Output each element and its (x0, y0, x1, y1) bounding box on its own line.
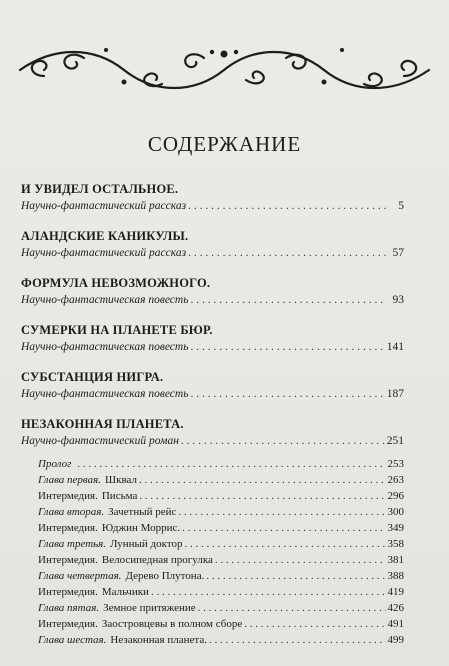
chapter-name: Заостровцевы в полном сборе (101, 618, 243, 630)
leader-dots (190, 339, 384, 356)
chapter-list (38, 456, 404, 648)
entry-page-number: 141 (386, 341, 404, 353)
chapter-row (38, 456, 404, 472)
entry-title: НЕЗАКОННАЯ ПЛАНЕТА. (21, 417, 184, 431)
leader-dots (215, 552, 386, 568)
leader-dots (185, 536, 386, 552)
chapter-name: Дерево Плутона. (125, 570, 205, 582)
leader-dots (181, 433, 385, 450)
entry-page-number: 57 (392, 247, 404, 259)
entry-title: И УВИДЕЛ ОСТАЛЬНОЕ. (21, 182, 179, 196)
chapter-name: Письма (101, 490, 138, 502)
chapter-kind: Глава четвертая. (38, 570, 122, 582)
entry-genre: Научно-фантастическая повесть (21, 341, 189, 353)
leader-dots (77, 456, 385, 472)
entry-title: СУБСТАНЦИЯ НИГРА. (21, 370, 164, 384)
entry-genre: Научно-фантастический рассказ (21, 247, 187, 259)
chapter-kind: Глава третья. (38, 538, 107, 550)
chapter-name: Мальчики (101, 586, 149, 598)
chapter-name: Земное притяжение (103, 602, 196, 614)
chapter-page-number: 300 (387, 506, 404, 518)
chapter-name: Велосипедная прогулка (101, 554, 213, 566)
chapter-page-number: 426 (387, 602, 404, 614)
chapter-page-number: 296 (387, 490, 404, 502)
chapter-page-number: 381 (387, 554, 404, 566)
entry-genre: Научно-фантастический рассказ (21, 200, 187, 212)
chapter-name: Лунный доктор (110, 538, 183, 550)
chapter-kind: Глава шестая. (38, 634, 107, 646)
chapter-row (38, 536, 404, 552)
chapter-page-number: 419 (387, 586, 404, 598)
entry-genre-row (21, 292, 404, 309)
leader-dots (151, 584, 386, 600)
entry-page-number: 5 (398, 200, 404, 212)
chapter-name: Незаконная планета. (110, 634, 207, 646)
entry-page-number: 251 (386, 435, 404, 447)
chapter-row (38, 552, 404, 568)
chapter-kind: Пролог (38, 458, 72, 470)
chapter-kind: Интермедия. (38, 554, 98, 566)
entry-genre: Научно-фантастический роман (21, 435, 179, 447)
leader-dots (188, 198, 386, 215)
entry-genre: Научно-фантастическая повесть (21, 388, 189, 400)
chapter-kind: Интермедия. (38, 618, 98, 630)
leader-dots (139, 472, 386, 488)
toc-entry (21, 275, 404, 309)
entry-title: ФОРМУЛА НЕВОЗМОЖНОГО. (21, 276, 211, 290)
leader-dots (198, 600, 386, 616)
chapter-kind: Глава вторая. (38, 506, 105, 518)
chapter-page-number: 358 (387, 538, 404, 550)
leader-dots (244, 616, 385, 632)
table-of-contents (21, 181, 404, 661)
leader-dots (206, 568, 385, 584)
chapter-row (38, 472, 404, 488)
chapter-row (38, 520, 404, 536)
chapter-name: Зачетный рейс (108, 506, 177, 518)
entry-genre-row (21, 386, 404, 403)
entry-genre-row (21, 198, 404, 215)
chapter-page-number: 499 (387, 634, 404, 646)
entry-genre: Научно-фантастическая повесть (21, 294, 189, 306)
leader-dots (182, 520, 385, 536)
chapter-page-number: 263 (387, 474, 404, 486)
chapter-page-number: 491 (387, 618, 404, 630)
toc-entry (21, 369, 404, 403)
toc-entry (21, 322, 404, 356)
chapter-row (38, 504, 404, 520)
chapter-kind: Глава первая. (38, 474, 101, 486)
chapter-kind: Интермедия. (38, 586, 98, 598)
leader-dots (209, 632, 386, 648)
entry-genre-row (21, 433, 404, 450)
entry-page-number: 93 (392, 294, 404, 306)
chapter-row (38, 600, 404, 616)
chapter-kind: Интермедия. (38, 522, 98, 534)
leader-dots (188, 245, 386, 262)
chapter-kind: Интермедия. (38, 490, 98, 502)
chapter-kind: Глава пятая. (38, 602, 100, 614)
chapter-name: Шквал (105, 474, 137, 486)
toc-entry (21, 228, 404, 262)
toc-entry (21, 416, 404, 648)
chapter-row (38, 584, 404, 600)
chapter-row (38, 488, 404, 504)
chapter-name: Юджин Моррис. (101, 522, 181, 534)
leader-dots (139, 488, 385, 504)
chapter-page-number: 349 (387, 522, 404, 534)
entry-title: СУМЕРКИ НА ПЛАНЕТЕ БЮР. (21, 323, 213, 337)
entry-page-number: 187 (386, 388, 404, 400)
leader-dots (178, 504, 385, 520)
entry-title: АЛАНДСКИЕ КАНИКУЛЫ. (21, 229, 189, 243)
page-title: СОДЕРЖАНИЕ (147, 132, 302, 156)
chapter-row (38, 632, 404, 648)
chapter-row (38, 616, 404, 632)
chapter-row (38, 568, 404, 584)
entry-genre-row (21, 339, 404, 356)
leader-dots (190, 292, 386, 309)
entry-genre-row (21, 245, 404, 262)
chapter-page-number: 388 (387, 570, 404, 582)
chapter-page-number: 253 (387, 458, 404, 470)
leader-dots (190, 386, 384, 403)
toc-entry (21, 181, 404, 215)
decorative-ornament-icon (14, 40, 435, 96)
